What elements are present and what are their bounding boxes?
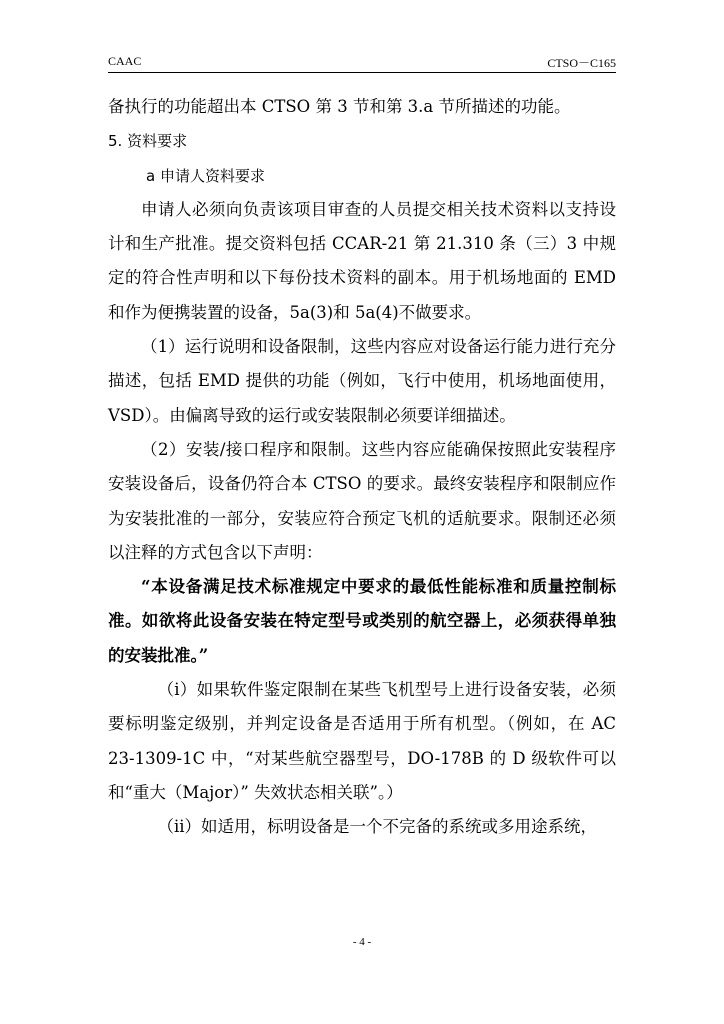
subsection-heading: a 申请人资料要求 [146, 166, 265, 185]
continued-paragraph: 备执行的功能超出本 CTSO 第 3 节和第 3.a 节所描述的功能。 [108, 97, 571, 116]
paragraph-incomplete-system: （ii）如适用，标明设备是一个不完备的系统或多用途系统， [157, 817, 598, 837]
paragraph-required-statement: “本设备满足技术标准规定中要求的最低性能标准和质量控制标准。如欲将此设备安装在特定型号或类别的航空器上，必须获得单独的安装批准。” [108, 577, 616, 665]
header-doc-id: CTSO－C165 [547, 56, 616, 70]
header-org: CAAC [108, 54, 142, 68]
paragraph-operating-instructions: （1）运行说明和设备限制，这些内容应对设备运行能力进行充分描述，包括 EMD 提供的功能（例如，飞行中使用，机场地面使用，VSD）。由偏离导致的运行或安装限制必须要详细描述。 [108, 337, 616, 425]
paragraph-software-limits: （i）如果软件鉴定限制在某些飞机型号上进行设备安装，必须要标明鉴定级别，并判定设备是否适用于所有机型。（例如，在 AC 23-1309-1C 中，“对某些航空器型号，DO-178B 的 D 级软件可以和“重大（Major）” 失效状态相关联”。） [108, 680, 616, 802]
document-body [108, 90, 616, 845]
paragraph-installation-procedures: （2）安装/接口程序和限制。这些内容应能确保按照此安装程序安装设备后，设备仍符合本 CTSO 的要求。最终安装程序和限制应作为安装批准的一部分，安装应符合预定飞机的适航要求。限制还必须以注释的方式包含以下声明： [108, 439, 616, 562]
paragraph-applicant-data: 申请人必须向负责该项目审查的人员提交相关技术资料以支持设计和生产批准。提交资料包括 CCAR-21 第 21.310 条（三）3 中规定的符合性声明和以下每份技术资料的副本。用于机场地面的 EMD 和作为便携装置的设备，5a(3)和 5a(4)不做要求。 [108, 199, 616, 322]
page-header [108, 52, 616, 73]
section-heading: 5. 资料要求 [108, 132, 188, 151]
page-number: - 4 - [352, 936, 372, 948]
